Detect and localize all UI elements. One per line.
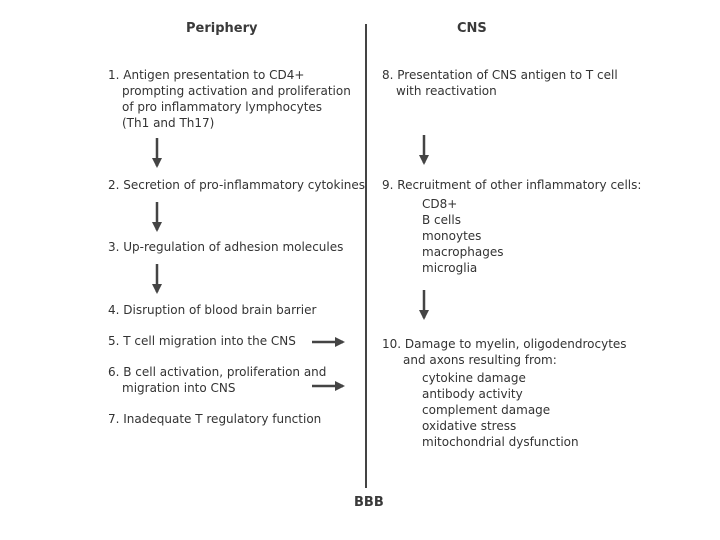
step-9-line-1: 9. Recruitment of other inflammatory cells: (382, 178, 642, 192)
step-7: 7. Inadequate T regulatory function (108, 412, 322, 426)
step-4: 4. Disruption of blood brain barrier (108, 303, 317, 317)
step-2: 2. Secretion of pro-inflammatory cytokines (108, 178, 366, 192)
step-10-cause: complement damage (422, 403, 551, 417)
step-10-line-2: and axons resulting from: (403, 353, 557, 367)
periphery-header: Periphery (186, 21, 258, 36)
step-1-line-4: (Th1 and Th17) (122, 116, 215, 130)
step-9-cell: macrophages (422, 245, 504, 259)
bbb-label: BBB (354, 495, 384, 510)
step-10-cause: mitochondrial dysfunction (422, 435, 579, 449)
step-9-cell: CD8+ (422, 197, 458, 211)
step-9-cell: monoytes (422, 229, 482, 243)
step-10-cause: oxidative stress (422, 419, 517, 433)
step-10-cause: cytokine damage (422, 371, 526, 385)
step-1-line-3: of pro inflammatory lymphocytes (122, 100, 323, 114)
step-5: 5. T cell migration into the CNS (108, 334, 296, 348)
step-3: 3. Up-regulation of adhesion molecules (108, 240, 344, 254)
step-1-line-1: 1. Antigen presentation to CD4+ (108, 68, 305, 82)
step-6-line-2: migration into CNS (122, 381, 236, 395)
cns-header: CNS (457, 21, 487, 36)
step-10-line-1: 10. Damage to myelin, oligodendrocytes (382, 337, 627, 351)
step-6-line-1: 6. B cell activation, proliferation and (108, 365, 327, 379)
step-1-line-2: prompting activation and proliferation (122, 84, 351, 98)
step-9-cell: B cells (422, 213, 461, 227)
step-8-line-2: with reactivation (396, 84, 497, 98)
step-8-line-1: 8. Presentation of CNS antigen to T cell (382, 68, 618, 82)
step-10-cause: antibody activity (422, 387, 523, 401)
step-9-cell: microglia (422, 261, 478, 275)
